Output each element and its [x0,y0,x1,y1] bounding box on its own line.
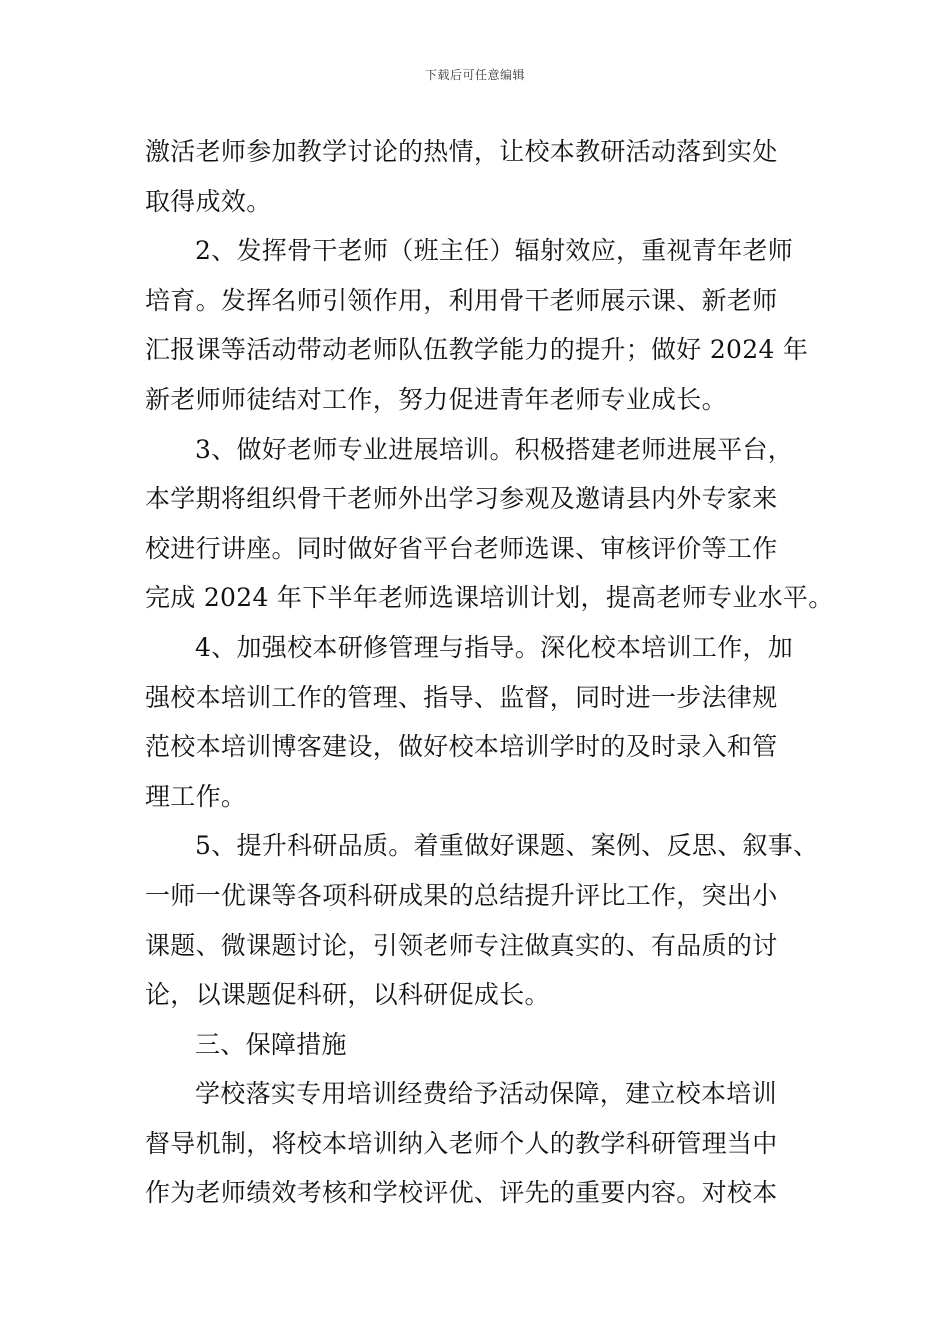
text-line: 作为老师绩效考核和学校评优、评先的重要内容。对校本 [145,1178,778,1208]
paragraph-safeguard-start: 学校落实专用培训经费给予活动保障，建立校本培训 [195,1079,777,1109]
text-line: 取得成效。 [145,186,272,216]
text-line: 一师一优课等各项科研成果的总结提升评比工作，突出小 [145,880,778,910]
text-line: 完成 2024 年下半年老师选课培训计划，提高老师专业水平。 [145,583,834,613]
text-line: 汇报课等活动带动老师队伍教学能力的提升；做好 2024 年 [145,335,809,365]
paragraph-4-start: 4、加强校本研修管理与指导。深化校本培训工作，加 [195,632,794,662]
text-line: 新老师师徒结对工作，努力促进青年老师专业成长。 [145,384,727,414]
text-line: 理工作。 [145,781,247,811]
text-line: 范校本培训博客建设，做好校本培训学时的及时录入和管 [145,732,778,762]
document-body [145,127,834,1218]
text-line: 激活老师参加教学讨论的热情，让校本教研活动落到实处 [145,137,778,166]
page-header-note: 下载后可任意编辑 [424,68,525,82]
text-line: 校进行讲座。同时做好省平台老师选课、审核评价等工作 [145,533,778,563]
section-heading: 三、保障措施 [195,1029,347,1059]
text-line: 督导机制，将校本培训纳入老师个人的教学科研管理当中 [145,1128,778,1158]
paragraph-5-start: 5、提升科研品质。着重做好课题、案例、反思、叙事、 [195,831,819,861]
text-line: 课题、微课题讨论，引领老师专注做真实的、有品质的讨 [145,930,778,960]
text-line: 培育。发挥名师引领作用，利用骨干老师展示课、新老师 [145,285,778,315]
text-line: 强校本培训工作的管理、指导、监督，同时进一步法律规 [145,682,778,712]
text-line: 本学期将组织骨干老师外出学习参观及邀请县内外专家来 [145,484,778,514]
paragraph-3-start: 3、做好老师专业进展培训。积极搭建老师进展平台， [195,434,794,464]
paragraph-2-start: 2、发挥骨干老师（班主任）辐射效应，重视青年老师 [195,236,794,266]
text-line: 论，以课题促科研，以科研促成长。 [145,980,550,1010]
